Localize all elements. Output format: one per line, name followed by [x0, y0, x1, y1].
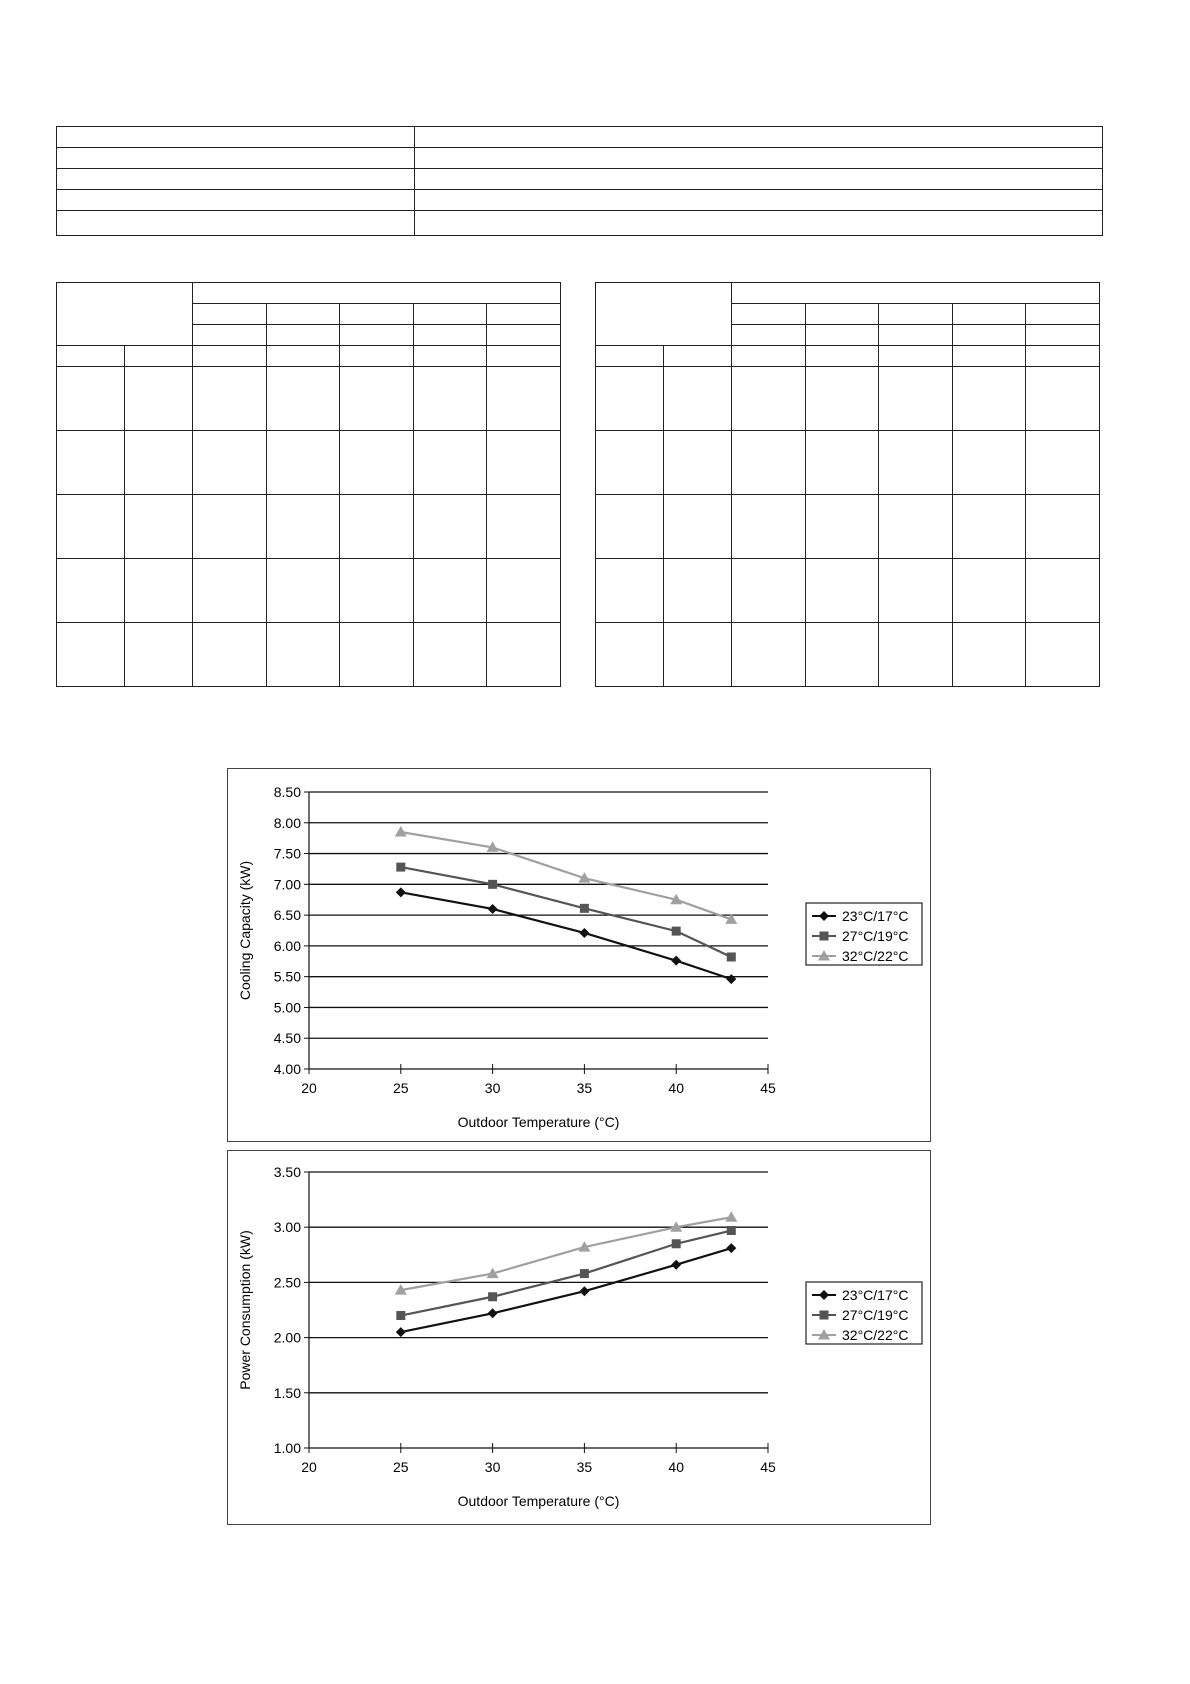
performance-table-left — [56, 282, 561, 687]
y-tick-label: 7.00 — [273, 876, 301, 893]
data-point — [671, 1260, 681, 1270]
table-cell — [57, 283, 193, 346]
table-cell — [732, 325, 806, 346]
table-cell — [57, 346, 125, 367]
data-point — [396, 863, 405, 872]
table-cell — [596, 283, 732, 346]
cooling-capacity-chart-frame — [227, 768, 931, 1142]
data-point — [725, 1211, 737, 1222]
y-tick-label: 8.50 — [273, 784, 301, 800]
table-cell — [266, 304, 340, 325]
x-tick-label: 45 — [760, 1080, 776, 1096]
table-cell — [952, 304, 1026, 325]
legend-marker — [820, 1311, 829, 1320]
x-tick-label: 35 — [576, 1459, 593, 1475]
x-tick-label: 25 — [393, 1459, 409, 1475]
x-tick-label: 25 — [393, 1080, 409, 1096]
table-row — [57, 623, 561, 687]
table-cell — [415, 148, 1103, 169]
table-cell — [57, 190, 415, 211]
table-cell — [413, 346, 487, 367]
data-point — [726, 1243, 736, 1253]
table-row — [57, 190, 1103, 211]
data-point — [580, 904, 589, 913]
legend-label: 32°C/22°C — [842, 1327, 909, 1343]
x-tick-label: 30 — [484, 1459, 501, 1475]
y-tick-label: 7.50 — [273, 845, 301, 862]
table-row — [57, 367, 561, 431]
y-tick-label: 2.50 — [273, 1274, 301, 1291]
y-tick-label: 3.50 — [273, 1164, 301, 1180]
data-point — [726, 974, 736, 984]
data-point — [727, 952, 736, 961]
data-point — [672, 1239, 681, 1248]
table-cell — [266, 346, 340, 367]
table-cell — [125, 346, 193, 367]
table-cell — [879, 346, 953, 367]
y-tick-label: 5.50 — [273, 968, 301, 985]
data-point — [396, 1327, 406, 1337]
data-point — [727, 1226, 736, 1235]
x-tick-label: 30 — [484, 1080, 501, 1096]
table-cell — [415, 190, 1103, 211]
y-tick-label: 6.00 — [273, 937, 301, 954]
table-cell — [805, 325, 879, 346]
table-cell — [415, 127, 1103, 148]
power-consumption-chart — [228, 1151, 930, 1524]
legend-label: 23°C/17°C — [842, 908, 909, 924]
table-cell — [805, 304, 879, 325]
table-row — [57, 169, 1103, 190]
x-tick-label: 20 — [301, 1459, 317, 1475]
table-row — [57, 148, 1103, 169]
y-tick-label: 2.00 — [273, 1329, 301, 1346]
y-tick-label: 1.50 — [273, 1384, 301, 1401]
table-cell — [413, 325, 487, 346]
x-tick-label: 40 — [668, 1080, 684, 1096]
table-cell — [193, 346, 267, 367]
y-axis-label: Cooling Capacity (kW) — [237, 860, 253, 1001]
data-point — [488, 1292, 497, 1301]
table-cell — [487, 304, 561, 325]
data-point — [396, 887, 406, 897]
table-cell — [413, 304, 487, 325]
data-point — [395, 826, 407, 837]
table-cell — [193, 304, 267, 325]
table-cell — [879, 304, 953, 325]
table-row — [57, 431, 561, 495]
series-line — [401, 1248, 731, 1332]
table-cell — [805, 346, 879, 367]
table-cell — [596, 346, 664, 367]
data-point — [671, 956, 681, 966]
y-tick-label: 5.00 — [273, 999, 301, 1016]
table-cell — [415, 211, 1103, 236]
table-cell — [487, 325, 561, 346]
y-tick-label: 6.50 — [273, 907, 301, 924]
data-point — [488, 1308, 498, 1318]
table-cell — [340, 304, 414, 325]
table-cell — [340, 346, 414, 367]
x-axis-label: Outdoor Temperature (°C) — [457, 1493, 620, 1509]
legend-label: 32°C/22°C — [842, 948, 909, 964]
series-27-C-19-C — [396, 863, 735, 962]
table-cell — [193, 325, 267, 346]
table-row — [596, 559, 1100, 623]
spec-table — [56, 126, 1103, 236]
table-row — [596, 431, 1100, 495]
table-cell — [57, 169, 415, 190]
table-cell — [57, 211, 415, 236]
y-tick-label: 1.00 — [273, 1440, 301, 1456]
legend-label: 23°C/17°C — [842, 1287, 909, 1303]
y-tick-label: 4.00 — [273, 1061, 301, 1077]
series-line — [401, 867, 731, 957]
y-tick-label: 3.00 — [273, 1219, 301, 1236]
table-row — [57, 127, 1103, 148]
table-row — [596, 623, 1100, 687]
series-23-C-17-C — [396, 1243, 736, 1337]
legend — [806, 903, 922, 965]
y-axis-label: Power Consumption (kW) — [237, 1230, 253, 1390]
x-tick-label: 40 — [668, 1459, 684, 1475]
cooling-capacity-chart — [228, 769, 930, 1141]
legend-marker — [820, 932, 829, 941]
table-row — [57, 495, 561, 559]
performance-table-right — [595, 282, 1100, 687]
table-cell — [266, 325, 340, 346]
series-line — [401, 1231, 731, 1316]
table-cell — [732, 283, 1100, 304]
table-cell — [57, 127, 415, 148]
data-point — [488, 904, 498, 914]
table-cell — [664, 346, 732, 367]
x-axis-label: Outdoor Temperature (°C) — [457, 1114, 620, 1130]
table-row — [596, 367, 1100, 431]
legend-label: 27°C/19°C — [842, 928, 909, 944]
x-tick-label: 45 — [760, 1459, 776, 1475]
x-tick-label: 20 — [301, 1080, 317, 1096]
power-consumption-chart-frame — [227, 1150, 931, 1525]
table-cell — [1026, 325, 1100, 346]
series-line — [401, 892, 731, 979]
legend — [806, 1282, 922, 1344]
x-tick-label: 35 — [576, 1080, 593, 1096]
data-point — [396, 1311, 405, 1320]
table-cell — [732, 346, 806, 367]
table-cell — [57, 148, 415, 169]
table-cell — [952, 325, 1026, 346]
table-cell — [487, 346, 561, 367]
table-cell — [952, 346, 1026, 367]
table-cell — [879, 325, 953, 346]
y-tick-label: 4.50 — [273, 1030, 301, 1047]
table-row — [57, 211, 1103, 236]
table-cell — [340, 325, 414, 346]
table-cell — [1026, 304, 1100, 325]
data-point — [580, 1269, 589, 1278]
legend-label: 27°C/19°C — [842, 1307, 909, 1323]
series-27-C-19-C — [396, 1226, 735, 1320]
data-point — [488, 880, 497, 889]
table-cell — [732, 304, 806, 325]
table-row — [57, 559, 561, 623]
table-row — [596, 495, 1100, 559]
y-tick-label: 8.00 — [273, 814, 301, 831]
data-point — [579, 1286, 589, 1296]
data-point — [672, 927, 681, 936]
table-cell — [193, 283, 561, 304]
table-cell — [415, 169, 1103, 190]
data-point — [579, 928, 589, 938]
table-cell — [1026, 346, 1100, 367]
